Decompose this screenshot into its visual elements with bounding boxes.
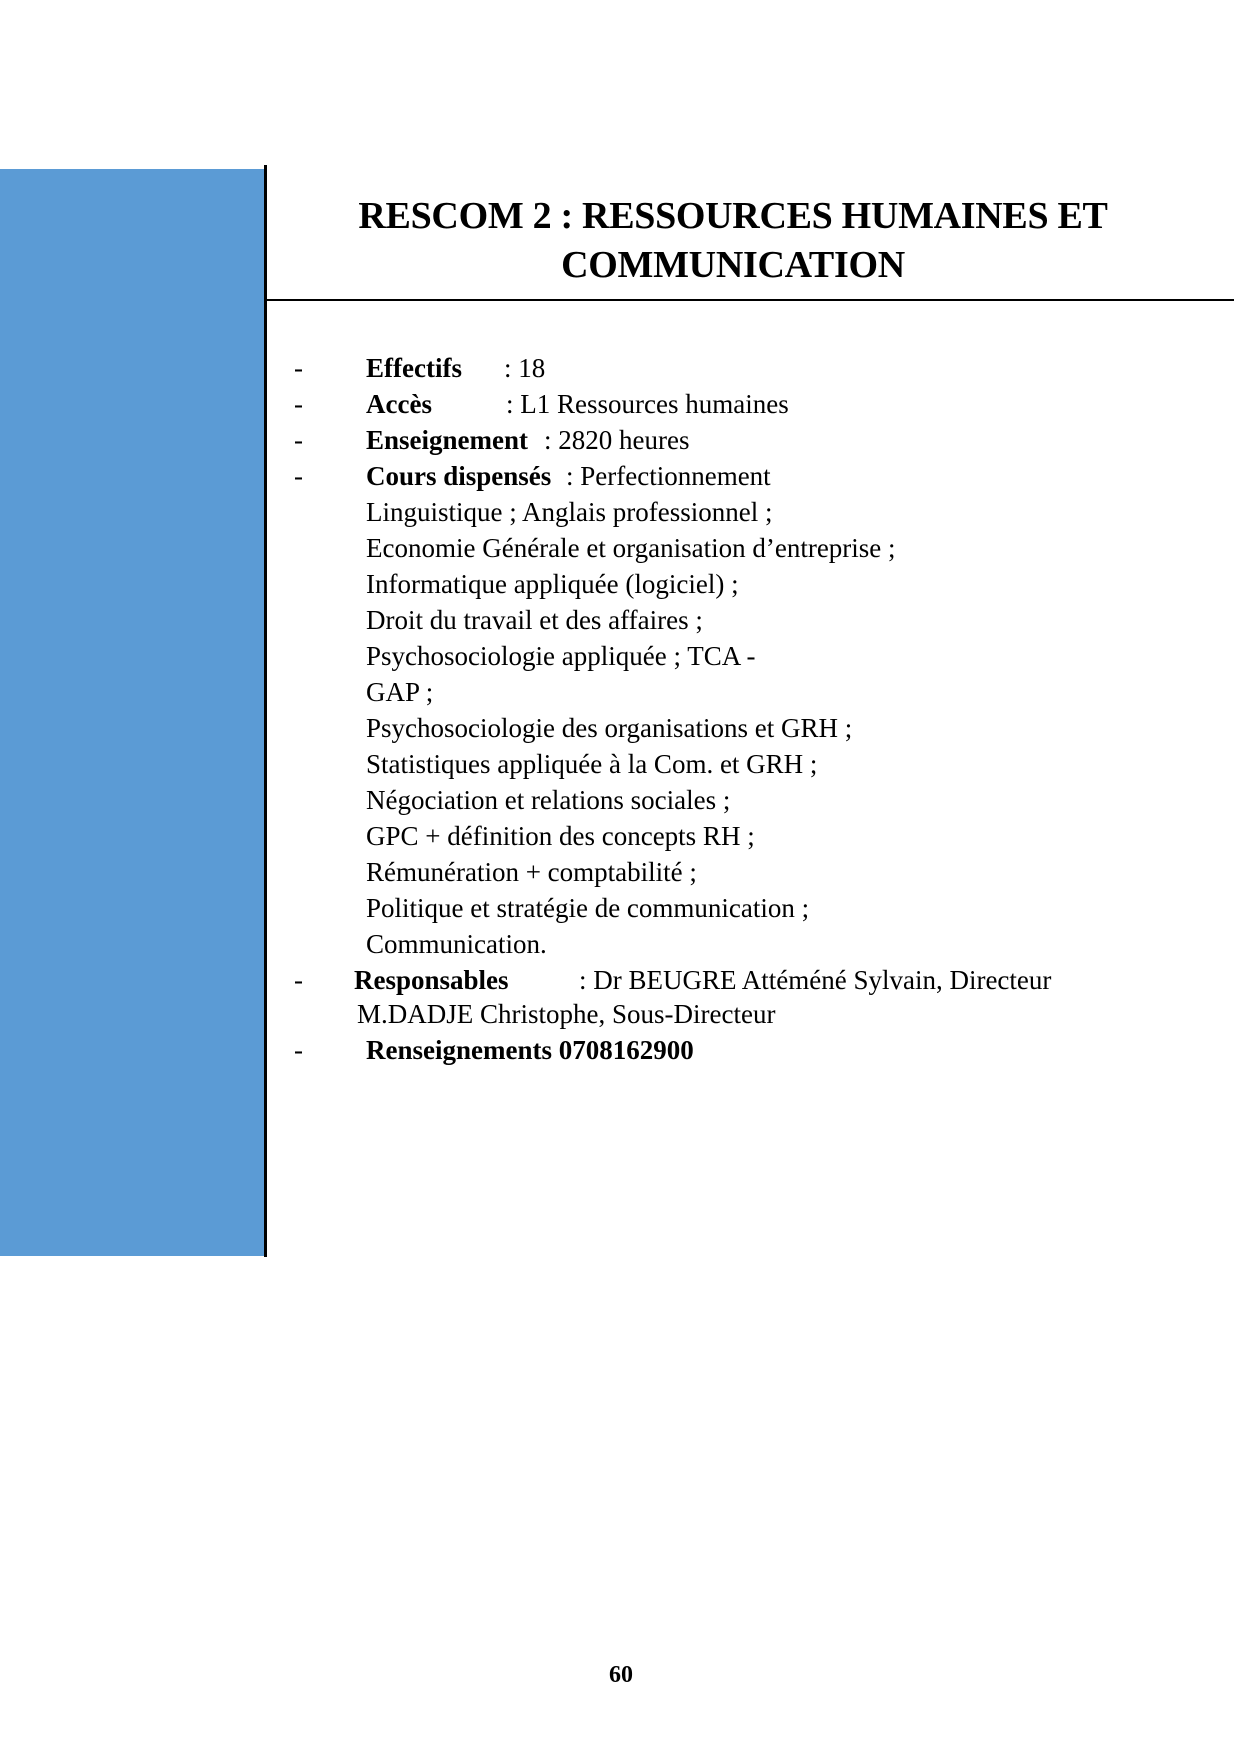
responsables-label: Responsables <box>354 965 509 995</box>
effectifs-value: : 18 <box>504 353 546 383</box>
course-line: Rémunération + comptabilité ; <box>366 857 697 887</box>
course-line: Informatique appliquée (logiciel) ; <box>366 569 739 599</box>
renseignements-label: Renseignements 0708162900 <box>366 1035 694 1065</box>
enseignement-value: : 2820 heures <box>544 425 690 455</box>
decorative-blue-band <box>0 169 264 1256</box>
effectifs-label: Effectifs <box>366 353 462 383</box>
course-line: GPC + définition des concepts RH ; <box>366 821 755 851</box>
page-number: 60 <box>609 1662 633 1688</box>
responsables-value: : Dr BEUGRE Attéméné Sylvain, Directeur <box>579 965 1052 995</box>
course-line: Psychosociologie des organisations et GRH ; <box>366 713 853 743</box>
enseignement-label: Enseignement <box>366 425 528 455</box>
course-line: Politique et stratégie de communication ; <box>366 893 810 923</box>
page-title <box>268 192 1198 290</box>
cours-value: : Perfectionnement <box>566 461 771 491</box>
bullet-dash: - <box>294 1035 303 1065</box>
course-line: Economie Générale et organisation d’entreprise ; <box>366 533 896 563</box>
course-line: Linguistique ; Anglais professionnel ; <box>366 497 773 527</box>
course-line: Droit du travail et des affaires ; <box>366 605 703 635</box>
bullet-dash: - <box>294 461 303 491</box>
cours-label: Cours dispensés <box>366 461 552 491</box>
course-line: Statistiques appliquée à la Com. et GRH ; <box>366 749 818 779</box>
vertical-divider <box>264 165 267 1257</box>
title-line-1: RESCOM 2 : RESSOURCES HUMAINES ET <box>358 195 1108 237</box>
responsables-line-2: M.DADJE Christophe, Sous-Directeur <box>357 999 776 1029</box>
bullet-dash: - <box>294 353 303 383</box>
course-line: Communication. <box>366 929 547 959</box>
bullet-dash: - <box>294 425 303 455</box>
acces-label: Accès <box>366 389 432 419</box>
course-line: GAP ; <box>366 677 434 707</box>
acces-value: : L1 Ressources humaines <box>506 389 789 419</box>
title-underline <box>264 299 1234 301</box>
course-line: Psychosociologie appliquée ; TCA - <box>366 641 756 671</box>
bullet-dash: - <box>294 965 303 995</box>
bullet-dash: - <box>294 389 303 419</box>
title-line-2: COMMUNICATION <box>561 244 905 286</box>
course-line: Négociation et relations sociales ; <box>366 785 731 815</box>
